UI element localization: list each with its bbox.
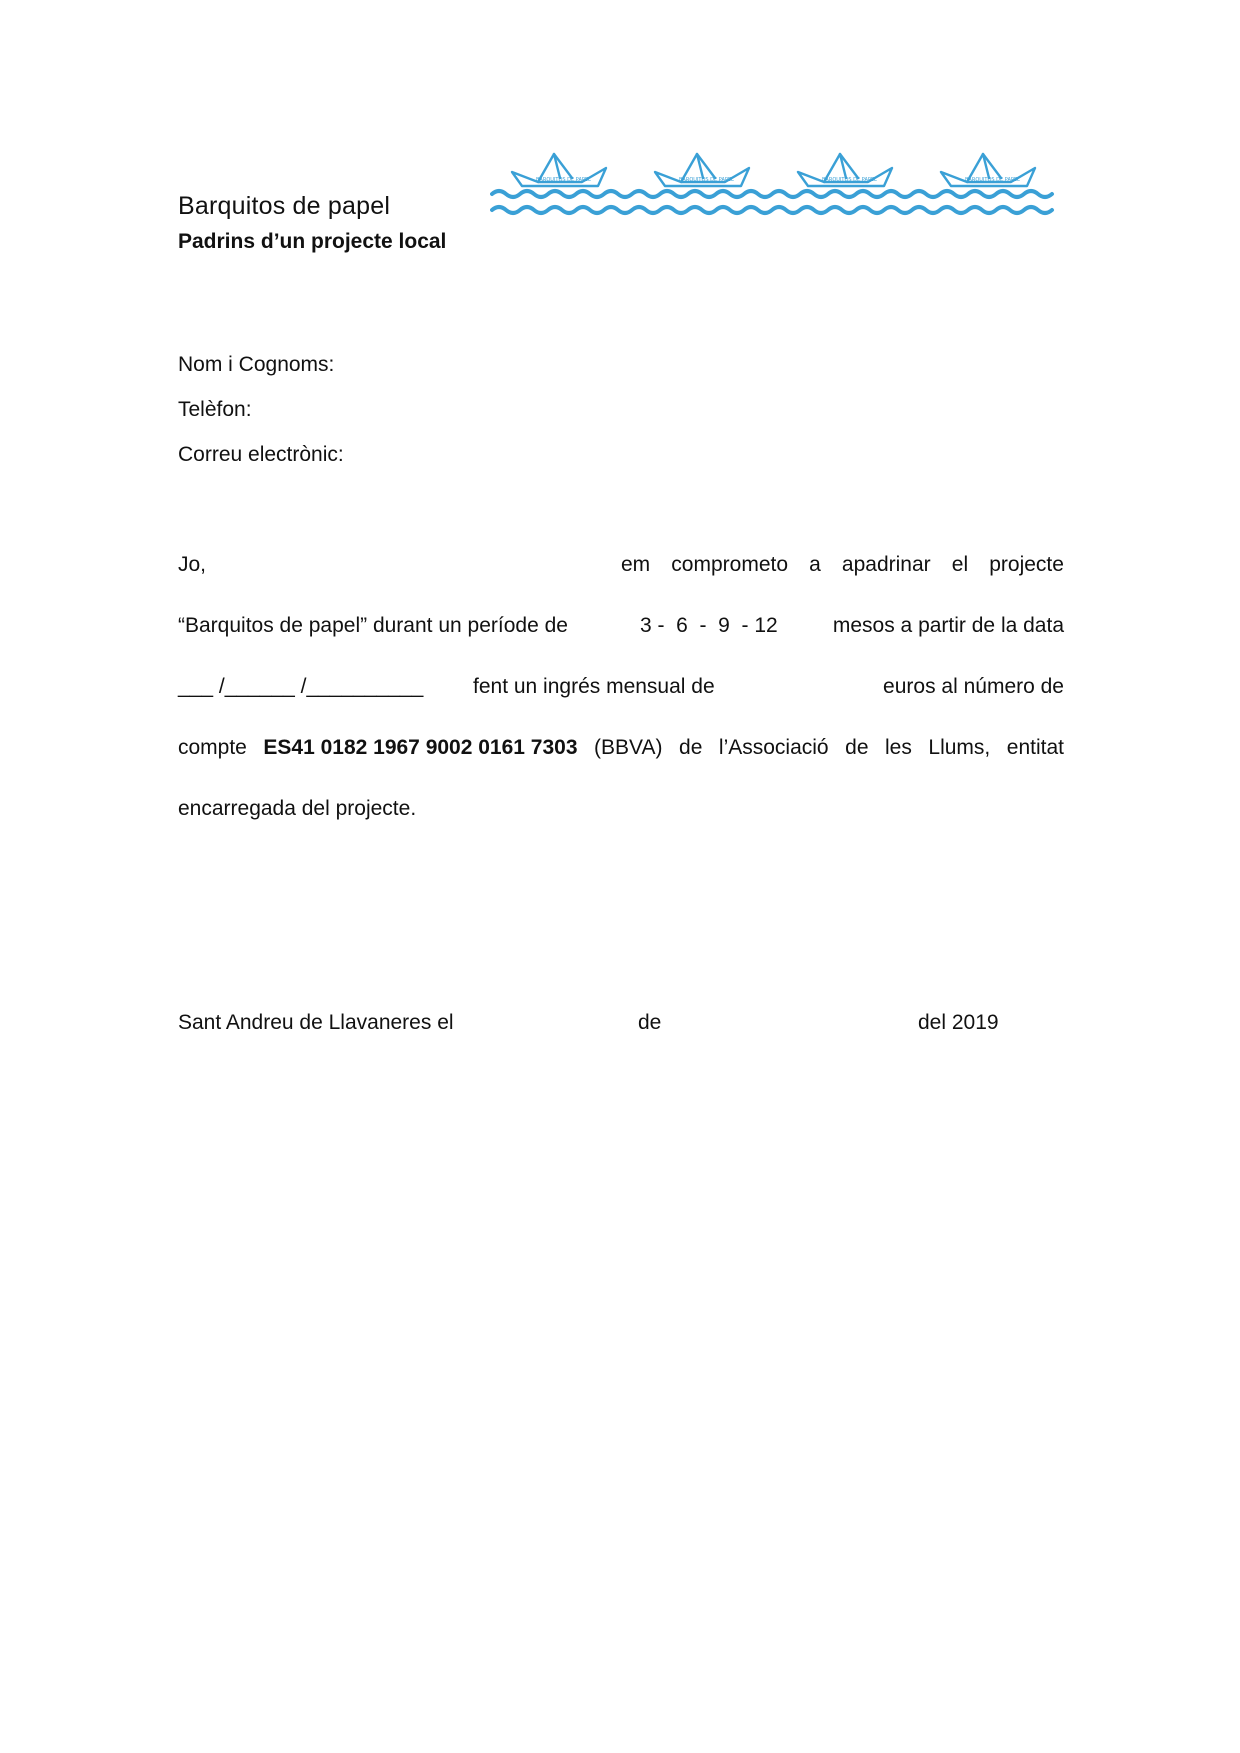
monthly-payment-text: fent un ingrés mensual de [473,675,715,698]
email-label: Correu electrònic: [178,443,344,466]
commitment-line-5: encarregada del projecte. [178,797,417,820]
paper-boats-logo [490,148,1062,224]
logo-boat-label: BARQUITOS DE PAPEL [822,177,877,183]
document-title: Barquitos de papel [178,192,391,220]
start-date-blank: ___ /______ /__________ [178,675,424,698]
waves-icon [492,191,1052,213]
period-options: 3 - 6 - 9 - 12 [640,614,778,637]
signature-place: Sant Andreu de Llavaneres el [178,1011,454,1034]
commitment-line-2-end: mesos a partir de la data [832,614,1064,637]
iban: ES41 0182 1967 9002 0161 7303 [263,736,578,759]
phone-label: Telèfon: [178,398,252,421]
name-label: Nom i Cognoms: [178,353,335,376]
commitment-line-1: em comprometo a apadrinar el projecte [621,553,1064,576]
document-subtitle: Padrins d’un projecte local [178,230,447,253]
signature-de: de [638,1011,662,1034]
logo-boat-label: BARQUITOS DE PAPEL [679,177,734,183]
signature-year: del 2019 [918,1011,999,1034]
logo-boat-label: BARQUITOS DE PAPEL [965,177,1020,183]
commitment-jo: Jo, [178,553,207,576]
commitment-line-2-start: “Barquitos de papel” durant un període de [178,614,568,637]
logo-boat-label: BARQUITOS DE PAPEL [536,177,591,183]
account-number-text: euros al número de [883,675,1064,698]
commitment-line-4: compte ES41 0182 1967 9002 0161 7303 (BBVA) de l’Associació de les Llums, entitat [178,736,1064,759]
